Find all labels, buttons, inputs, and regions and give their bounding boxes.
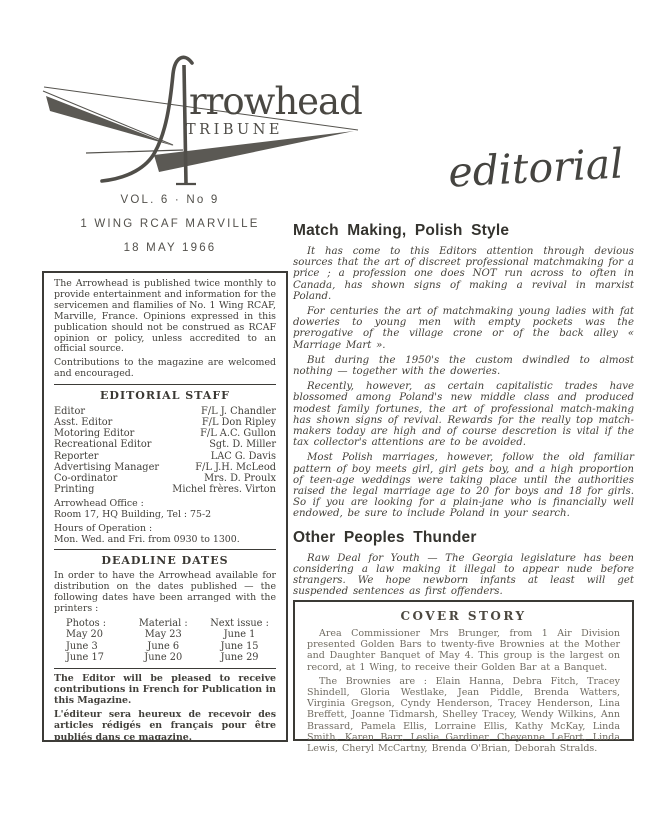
staff-row: [54, 484, 276, 495]
staff-row: [54, 451, 276, 462]
wing-line: 1 WING RCAF MARVILLE: [80, 218, 260, 230]
hours-value: Mon. Wed. and Fri. from 0930 to 1300.: [54, 533, 240, 545]
staff-name: LAC G. Davis: [210, 450, 276, 462]
staff-row: [54, 462, 276, 473]
staff-role: Reporter: [54, 450, 99, 462]
divider: [54, 549, 276, 550]
deadline-cell: June 6: [147, 640, 180, 652]
office-address: [54, 498, 276, 520]
staff-name: F/L Don Ripley: [201, 417, 276, 429]
article-paragraph: Recently, however, as certain capitalistic trades have blossomed among Poland's new middle class and produced modest family fortunes, the art of professional match-making has shown signs of revival. Rewards for the really top match-makers today are high and of course descretion is vital if the tax collector's attentions are to be avoided.: [293, 381, 634, 449]
deadline-column-header: Photos :: [66, 617, 107, 629]
arrow-outline-bottom-line: [86, 150, 183, 153]
deadline-cell: June 20: [144, 652, 183, 664]
article-paragraph: It has come to this Editors attention through devious sources that the art of discreet professional matchmaking for a price ; a profession one does NOT run across to often in Canada, has shown signs of making a revival in marxist Poland.: [293, 246, 634, 302]
office-hours: [54, 523, 276, 545]
masthead-subtitle: TRIBUNE: [186, 122, 283, 138]
deadline-table: [54, 618, 276, 664]
masthead-title-word: rrowhead: [189, 80, 362, 123]
staff-role: Recreational Editor: [54, 439, 152, 451]
staff-row: [54, 473, 276, 484]
divider: [54, 384, 276, 385]
cover-story-box: [293, 600, 634, 755]
deadline-cell: June 15: [220, 640, 259, 652]
article-title-match-making: Match Making, Polish Style: [293, 222, 510, 239]
editorial-staff-title: EDITORIAL STAFF: [100, 389, 230, 403]
staff-name: F/L J. Chandler: [201, 406, 276, 418]
editorial-script-text: editorial: [447, 139, 625, 197]
cover-story-paragraph: Area Commissioner Mrs Brunger, from 1 Air Division presented Golden Bars to twenty-five Brownies at the Mother and Daughter Banquet of May 4. This group is the largest on record, at 1 Wing, to receive their Golden Bar at a Banquet.: [307, 628, 620, 673]
staff-name: F/L J.H. McLeod: [195, 461, 276, 473]
deadline-cell: June 17: [66, 652, 104, 664]
divider: [54, 668, 276, 669]
editorial-script-heading: [430, 138, 642, 206]
staff-name: F/L A.C. Gullon: [200, 428, 276, 440]
contributions-welcome-note: Contributions to the magazine are welcomed and encouraged.: [54, 357, 276, 380]
staff-row: [54, 428, 276, 439]
staff-name: Sgt. D. Miller: [209, 439, 276, 451]
deadline-cell: June 3: [66, 640, 98, 652]
staff-role: Printing: [54, 483, 95, 495]
staff-row: [54, 406, 276, 417]
article-paragraph: Raw Deal for Youth — The Georgia legislature has been considering a law making it illegal to appear nude before strangers. We hope newborn infants at least will get suspended sentences as first offenders.: [293, 552, 634, 598]
deadline-cell: June 29: [220, 652, 259, 664]
article-paragraph: But during the 1950's the custom dwindled to almost nothing — together with the doweries.: [293, 354, 634, 378]
staff-role: Motoring Editor: [54, 428, 135, 440]
deadline-column-header: Next issue :: [210, 617, 269, 629]
contrib-note-french: L'éditeur sera heureux de recevoir des articles rédigés en français pour être publiés dans ce magazine.: [54, 709, 276, 743]
staff-role: Advertising Manager: [54, 461, 160, 473]
office-value: Room 17, HQ Building, Tel : 75-2: [54, 508, 212, 520]
deadline-cell: June 1: [223, 629, 256, 641]
staff-name: Mrs. D. Proulx: [204, 472, 276, 484]
masthead-logo: [42, 50, 362, 190]
staff-name: Michel frères. Virton: [172, 483, 276, 495]
date-line: 18 MAY 1966: [123, 242, 217, 254]
deadline-intro: In order to have the Arrowhead available for distribution on the dates published — the following dates have been arranged with the printers :: [54, 569, 276, 614]
article-paragraph: For centuries the art of matchmaking young ladies with fat doweries to young men with empty pockets was the prerogative of the village crone or of the back alley « Marriage Mart ».: [293, 306, 634, 351]
staff-row: [54, 417, 276, 428]
contrib-note-english: The Editor will be pleased to receive contributions in French for Publication in this Magazine.: [54, 672, 276, 706]
office-label: Arrowhead Office :: [54, 497, 144, 509]
staff-role: Editor: [54, 406, 86, 418]
staff-role: Asst. Editor: [54, 417, 113, 429]
info-box: [42, 271, 288, 742]
volume-line: VOL. 6 · No 9: [120, 194, 220, 206]
filled-arrow-upper: [46, 96, 174, 146]
editorial-column: [293, 222, 634, 601]
deadline-column-header: Material :: [138, 617, 188, 629]
deadline-cell: May 23: [144, 629, 182, 641]
cover-story-paragraph: The Brownies are : Elain Hanna, Debra Fitch, Tracey Shindell, Gloria Westlake, Jean Piddle, Brenda Watters, Virginia Gregson, Cyndy Henderson, Tracey Henderson, Lina Breffett, Joanne Tidmarsh, Shelley Tracey, Wendy Wilkins, Ann Brassard, Pamela Ellis, Lorraine Ellis, Kathy McKay, Linda Smith, Karen Barr, Leslie Gardiner, Cheyenne LeFort, Linda Lewis, Cheryl McCartny, Brenda O'Brian, Deborah Stralds.: [307, 675, 620, 755]
article-title-other-peoples-thunder: Other Peoples Thunder: [293, 528, 477, 546]
staff-row: [54, 439, 276, 450]
deadline-dates-title: DEADLINE DATES: [101, 553, 229, 567]
deadline-cell: May 20: [66, 629, 103, 641]
staff-role: Co-ordinator: [54, 472, 118, 484]
about-paragraph: The Arrowhead is published twice monthly to provide entertainment and information for the servicemen and flamilies of No. 1 Wing RCAF, Marville, France. Opinions expressed in this publication should not be construed as RCAF opinion or policy, unless accredited to an official source.: [54, 278, 276, 355]
article-paragraph: Most Polish marriages, however, follow the old familiar pattern of boy meets girl, girl gets boy, and a high proportion of teen-age weddings were taking place until the authorities raised the legal marriage age to 20 for boys and 18 for girls. So if you are looking for a plain-jane who is financially well endowed, be sure to include Poland in your search.: [293, 452, 634, 520]
arrow-outline-left-line: [43, 91, 173, 145]
cover-story-title: COVER STORY: [400, 609, 527, 623]
hours-label: Hours of Operation :: [54, 522, 153, 534]
issue-block: [50, 194, 290, 266]
